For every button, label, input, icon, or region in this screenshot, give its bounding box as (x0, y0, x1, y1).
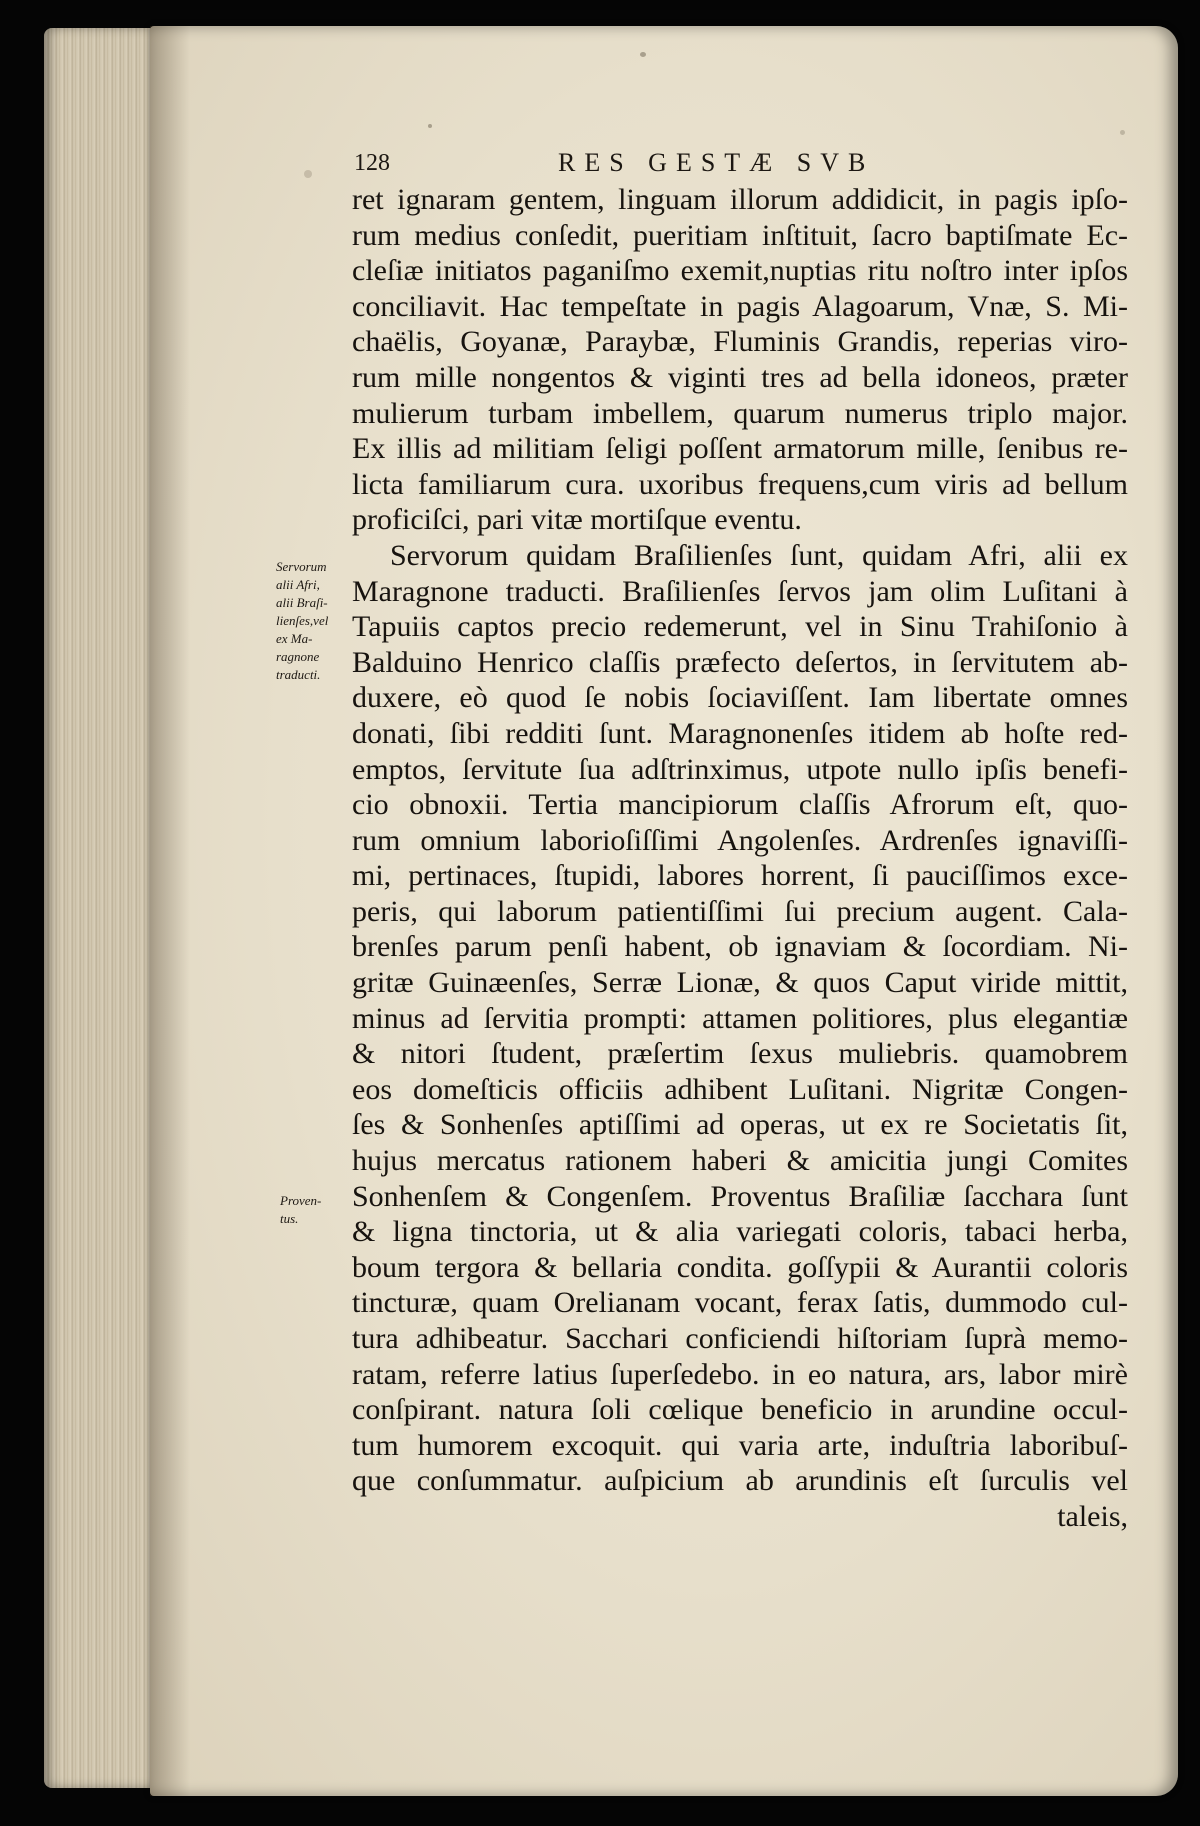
text-line: licta familiarum cura. uxoribus frequens,cum viris ad bellum (352, 467, 1128, 501)
text-line: tum humorem excoquit. qui varia arte, induſtria laboribuſ- (352, 1428, 1128, 1462)
text-line: conſpirant. natura ſoli cœlique beneficio in arundine occul- (352, 1393, 1128, 1427)
page-number: 128 (354, 150, 390, 176)
text-line: duxere, eò quod ſe nobis ſociaviſſent. Iam libertate omnes (352, 681, 1128, 715)
paper-speck (1120, 130, 1125, 135)
text-line: Tapuiis captos precio redemerunt, vel in Sinu Trahiſonio à (352, 610, 1128, 644)
text-line: & ligna tinctoria, ut & alia variegati coloris, tabaci herba, (352, 1215, 1128, 1249)
catchword: taleis, (1057, 1499, 1128, 1533)
text-line: Maragnone traducti. Braſilienſes ſervos jam olim Luſitani à (352, 574, 1128, 608)
marginal-line: Servorum (276, 559, 327, 574)
text-line: hujus mercatus rationem haberi & amicitia jungi Comites (352, 1144, 1128, 1178)
paper-speck (640, 52, 646, 57)
text-line: Balduino Henrico claſſis præfecto deſertos, in ſervitutem ab- (352, 645, 1128, 679)
text-line: boum tergora & bellaria condita. goſſypii & Aurantii coloris (352, 1250, 1128, 1284)
text-line: proficiſci, pari vitæ mortiſque eventu. (352, 503, 802, 537)
marginal-note-servorum (276, 558, 348, 684)
paper-speck (428, 124, 432, 128)
text-line: gritæ Guinæenſes, Serræ Lionæ, & quos Caput viride mittit, (352, 966, 1128, 1000)
text-line: tincturæ, quam Orelianam vocant, ferax ſatis, dummodo cul- (352, 1286, 1128, 1320)
text-line: ratam, referre latius ſuperſedebo. in eo natura, ars, labor mirè (352, 1357, 1128, 1391)
text-line: mulierum turbam imbellem, quarum numerus triplo major. (352, 396, 1128, 430)
text-line: rum medius conſedit, pueritiam inſtituit, ſacro baptiſmate Ec- (352, 218, 1128, 252)
text-line: Ex illis ad militiam ſeligi poſſent armatorum mille, ſenibus re- (352, 432, 1128, 466)
main-text (352, 182, 1128, 1535)
text-line: que conſummatur. auſpicium ab arundinis eſt ſurculis vel (352, 1464, 1128, 1498)
marginal-line: alii Afri, (276, 577, 320, 592)
text-line: Sonhenſem & Congenſem. Proventus Braſiliæ ſacchara ſunt (352, 1179, 1128, 1213)
text-line: eos domeſticis officiis adhibent Luſitani. Nigritæ Congen- (352, 1072, 1128, 1106)
marginal-line: tus. (280, 1211, 299, 1226)
marginal-line: lienſes,vel (276, 613, 329, 628)
marginal-line: ragnone (276, 649, 320, 664)
text-line: tura adhibeatur. Sacchari conficiendi hiſtoriam ſuprà memo- (352, 1322, 1128, 1355)
text-line: ret ignaram gentem, linguam illorum addidicit, in pagis ipſo- (352, 183, 1128, 216)
marginal-note-proventus (280, 1192, 346, 1228)
text-line: Servorum quidam Braſilienſes ſunt, quidam Afri, alii ex (390, 538, 1128, 572)
text-line: donati, ſibi redditi ſunt. Maragnonenſes itidem ab hoſte red- (352, 716, 1128, 750)
running-head (354, 148, 1154, 182)
marginal-line: Proven- (280, 1193, 322, 1208)
text-line: brenſes parum penſi habent, ob ignaviam & ſocordiam. Ni- (352, 930, 1128, 964)
paper-speck (304, 170, 312, 178)
text-line: chaëlis, Goyanæ, Paraybæ, Fluminis Grandis, reperias viro- (352, 325, 1128, 359)
text-line: cio obnoxii. Tertia mancipiorum claſſis Afrorum eſt, quo- (352, 788, 1128, 822)
text-line: mi, pertinaces, ſtupidi, labores horrent, ſi pauciſſimos exce- (352, 859, 1128, 893)
text-line: minus ad ſervitia prompti: attamen politiores, plus elegantiæ (352, 1001, 1128, 1035)
text-line: ſes & Sonhenſes aptiſſimi ad operas, ut ex re Societatis ſit, (352, 1108, 1128, 1142)
text-line: cleſiæ initiatos paganiſmo exemit,nuptias ritu noſtro inter ipſos (352, 254, 1128, 288)
text-line: conciliavit. Hac tempeſtate in pagis Alagoarum, Vnæ, S. Mi- (352, 289, 1128, 323)
text-line: rum mille nongentos & viginti tres ad bella idoneos, præter (352, 360, 1128, 394)
text-line: rum omnium laborioſiſſimi Angolenſes. Ardrenſes ignaviſſi- (352, 823, 1128, 857)
text-line: emptos, ſervitute ſua adſtrinximus, utpote nullo ipſis benefi- (352, 752, 1128, 786)
marginal-line: traducti. (276, 667, 321, 682)
marginal-line: alii Braſi- (276, 595, 328, 610)
running-head-title: RES GESTÆ SVB (558, 148, 875, 177)
text-line: peris, qui laborum patientiſſimi ſui precium augent. Cala- (352, 894, 1128, 928)
marginal-line: ex Ma- (276, 631, 313, 646)
text-line: & nitori ſtudent, præſertim ſexus muliebris. quamobrem (352, 1037, 1128, 1071)
